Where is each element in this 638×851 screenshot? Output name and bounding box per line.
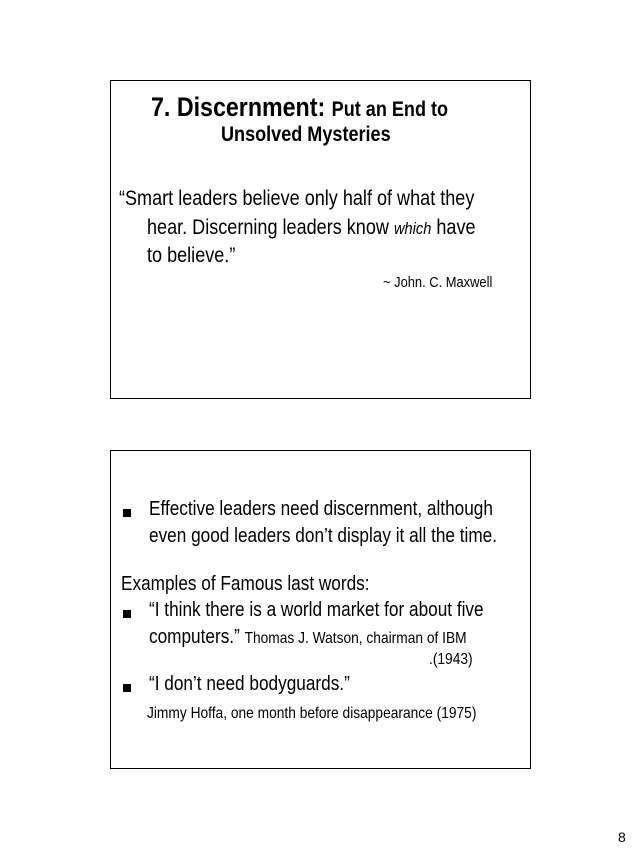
- slide-1-title-line-1: [151, 92, 448, 123]
- bullet-3-line-1: “I don’t need bodyguards.”: [149, 673, 350, 695]
- slide-1-title-rest: Put an End to: [331, 98, 449, 121]
- slide-1-title-main: 7. Discernment:: [151, 92, 332, 122]
- quote-line-3: to believe.”: [147, 244, 236, 267]
- square-bullet-icon: [123, 610, 131, 618]
- bullet-3-source: Jimmy Hoffa, one month before disappearance (1975): [147, 705, 477, 722]
- bullet-2-year: .(1943): [429, 651, 473, 668]
- square-bullet-icon: [123, 684, 131, 692]
- bullet-2-line-2: [149, 626, 467, 649]
- slide-1: [110, 80, 531, 399]
- examples-heading: Examples of Famous last words:: [121, 573, 370, 595]
- quote-line-2-start: hear. Discerning leaders know: [147, 216, 394, 239]
- quote-line-1: “Smart leaders believe only half of what they: [119, 187, 475, 210]
- bullet-1-line-1: Effective leaders need discernment, although: [149, 498, 493, 520]
- bullet-2-quote-end: computers.”: [149, 626, 240, 648]
- slide-2: [110, 450, 531, 769]
- page-number: 8: [618, 829, 626, 845]
- bullet-1-line-2: even good leaders don’t display it all the time.: [149, 525, 498, 547]
- quote-emphasis: which: [393, 219, 432, 238]
- quote-attribution: ~ John. C. Maxwell: [383, 274, 493, 291]
- square-bullet-icon: [123, 509, 131, 517]
- bullet-2-source: Thomas J. Watson, chairman of IBM: [244, 630, 467, 647]
- slide-1-title-line-2: Unsolved Mysteries: [221, 123, 391, 146]
- quote-line-2-end: have: [431, 216, 476, 239]
- quote-line-2: [147, 216, 476, 240]
- bullet-2-line-1: “I think there is a world market for about five: [149, 599, 484, 621]
